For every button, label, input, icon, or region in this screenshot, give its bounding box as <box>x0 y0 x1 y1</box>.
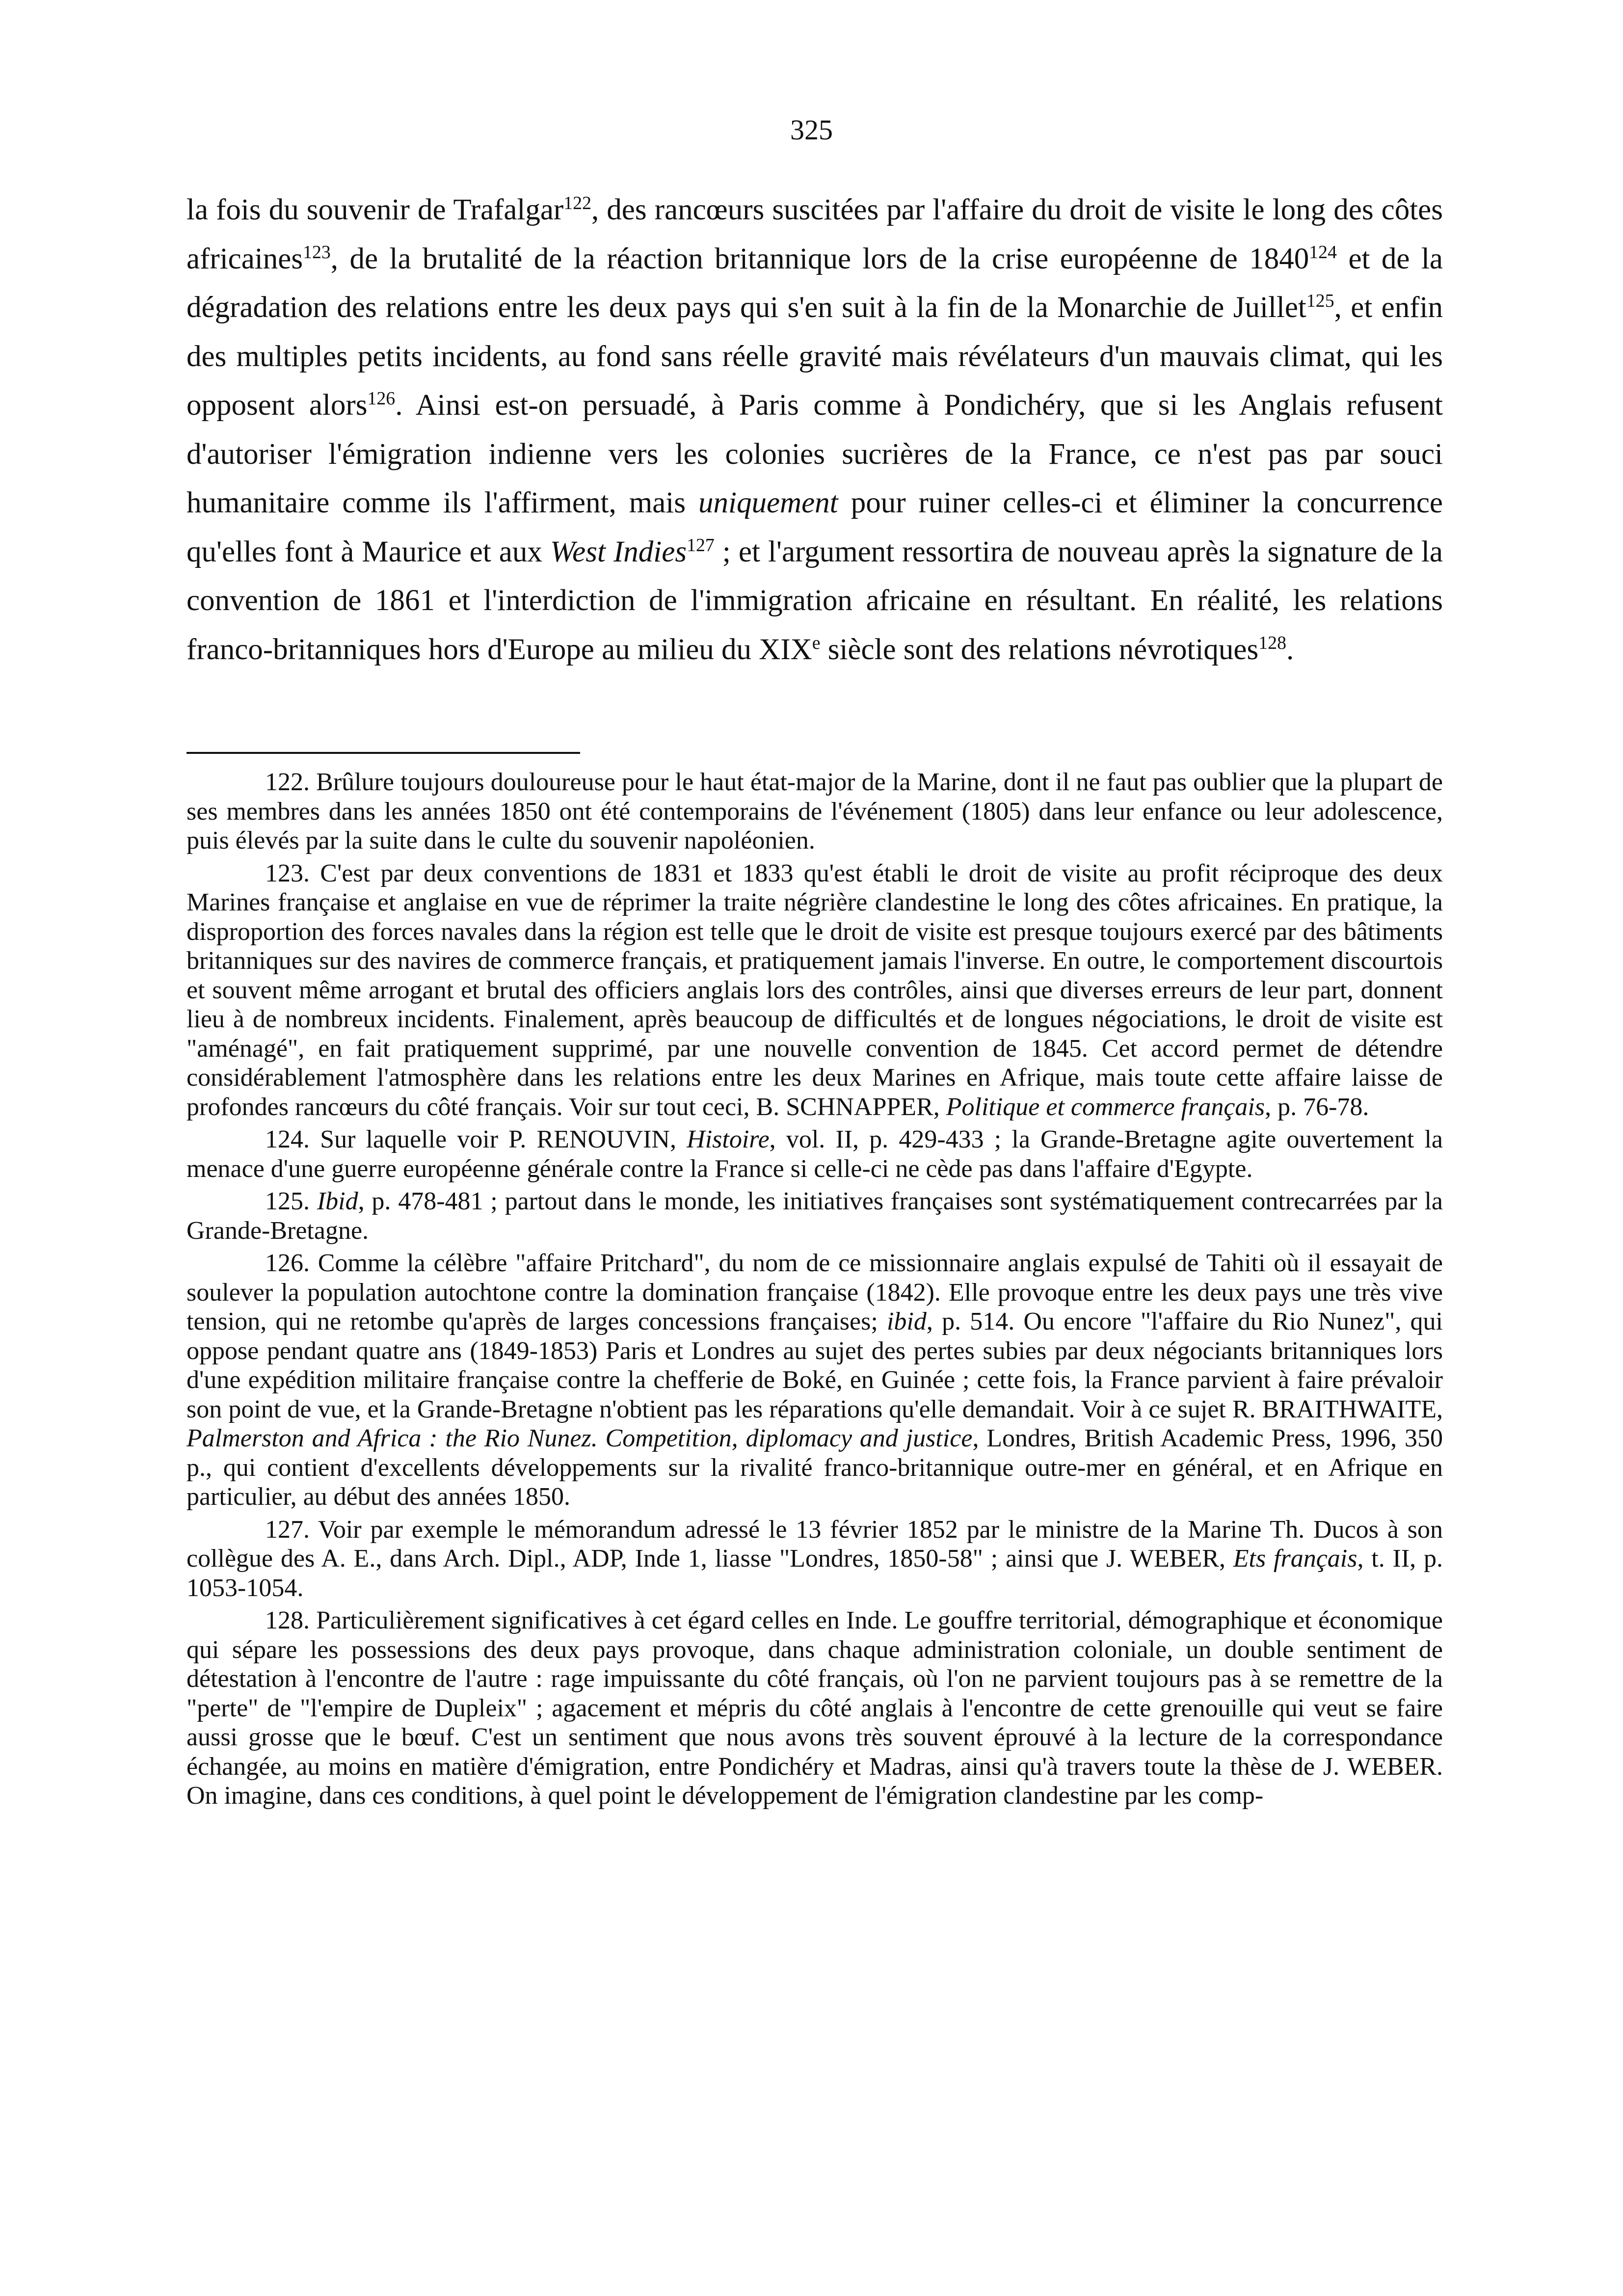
body-text-9: siècle sont des relations névrotiques <box>820 633 1259 666</box>
footnote-123 <box>186 859 1443 1122</box>
body-text-10: . <box>1286 633 1294 666</box>
footnote-126-rest: , Londres, British Academic Press, 1996, 350 p., qui contient d'excellents développements sur la rivalité franco-britannique outre-mer en général, et en Afrique en particulier, au début des années 1850. <box>186 1424 1443 1511</box>
footnote-ref-125: 125 <box>1306 291 1334 312</box>
footnote-ref-126: 126 <box>367 388 396 409</box>
footnote-124-title: Histoire <box>687 1125 770 1153</box>
footnote-126-text: 126. Comme la célèbre "affaire Pritchard", du nom de ce missionnaire anglais expulsé de Tahiti où il essayait de soulever la population autochtone contre la domination française (1842). Elle provoque entre les deux pays une très vive tension, qui ne retombe qu'après de larges concessions françaises; <box>186 1249 1443 1335</box>
footnote-127 <box>186 1515 1443 1603</box>
footnote-123-text: 123. C'est par deux conventions de 1831 et 1833 qu'est établi le droit de visite au profit réciproque des deux Marines française et anglaise en vue de réprimer la traite négrière clandestine le long des côtes africaines. En pratique, la disproportion des forces navales dans la région est telle que le droit de visite est presque toujours exercé par des bâtiments britanniques sur des navires de commerce français, et pratiquement jamais l'inverse. En outre, le comportement discourtois et souvent même arrogant et brutal des officiers anglais lors des contrôles, ainsi que diverses erreurs de leur part, donnent lieu à de nombreux incidents. Finalement, après beaucoup de difficultés et de longues négociations, le droit de visite est "aménagé", en fait pratiquement supprimé, par une nouvelle convention de 1845. Cet accord permet de détendre considérablement l'atmosphère dans les relations entre les deux Marines en Afrique, mais toute cette affaire laisse de profondes rancœurs du côté français. Voir sur tout ceci, B. SCHNAPPER, <box>186 859 1443 1121</box>
body-text-5: , et enfin des multiples petits incidents, au fond sans réelle gravité mais révélateurs d'un mauvais climat, qui les opposent alors <box>186 291 1443 422</box>
footnote-125 <box>186 1187 1443 1245</box>
footnote-ref-123: 123 <box>303 241 331 263</box>
body-text-3: , de la brutalité de la réaction britannique lors de la crise européenne de 1840 <box>330 242 1309 275</box>
footnote-125-number: 125. <box>265 1187 317 1215</box>
footnote-127-pages: , t. II, p. 1053-1054. <box>186 1545 1443 1602</box>
footnote-123-pages: , p. 76-78. <box>1265 1093 1369 1121</box>
footnote-123-title: Politique et commerce français <box>946 1093 1265 1121</box>
footnotes <box>186 768 1443 1814</box>
footnote-125-ibid: Ibid <box>317 1187 358 1215</box>
footnote-127-text: 127. Voir par exemple le mémorandum adressé le 13 février 1852 par le ministre de la Marine Th. Ducos à son collègue des A. E., dans Arch. Dipl., ADP, Inde 1, liasse "Londres, 1850-58" ; ainsi que J. WEBER, <box>186 1515 1443 1573</box>
body-text-8: ; et l'argument ressortira de nouveau après la signature de la convention de 1861 et l'interdiction de l'immigration africaine en résultant. En réalité, les relations franco-britanniques hors d'Europe au milieu du XIX <box>186 535 1443 666</box>
footnote-126-text-2: , p. 514. Ou encore "l'affaire du Rio Nunez", qui oppose pendant quatre ans (1849-1853) Paris et Londres au sujet des pertes subies par deux négociants britanniques lors d'une expédition militaire française contre la chefferie de Boké, en Guinée ; cette fois, la France parvient à faire prévaloir son point de vue, et la Grande-Bretagne n'obtient pas les réparations qu'elle demandait. Voir à ce sujet R. BRAITHWAITE, <box>186 1308 1443 1423</box>
footnote-124-text: 124. Sur laquelle voir P. RENOUVIN, <box>265 1125 687 1153</box>
footnote-124-rest: , vol. II, p. 429-433 ; la Grande-Bretagne agite ouvertement la menace d'une guerre européenne générale contre la France si celle-ci ne cède pas dans l'affaire d'Egypte. <box>186 1125 1443 1183</box>
footnote-128-text: 128. Particulièrement significatives à cet égard celles en Inde. Le gouffre territorial, démographique et économique qui sépare les possessions des deux pays provoque, dans chaque administration coloniale, un double sentiment de détestation à l'encontre de l'autre : rage impuissante du côté français, où l'on ne parvient toujours pas à se remettre de la "perte" de "l'empire de Dupleix" ; agacement et mépris du côté anglais à l'encontre de cette grenouille qui veut se faire aussi grosse que le bœuf. C'est un sentiment que nous avons très souvent éprouvé à la lecture de la correspondance échangée, au moins en matière d'émigration, entre Pondichéry et Madras, ainsi qu'à travers toute la thèse de J. WEBER. On imagine, dans ces conditions, à quel point le développement de l'émigration clandestine par les comp- <box>186 1606 1443 1810</box>
footnote-ref-124: 124 <box>1309 241 1337 263</box>
footnote-127-title: Ets français <box>1233 1545 1357 1573</box>
footnote-122-text: 122. Brûlure toujours douloureuse pour le haut état-major de la Marine, dont il ne faut pas oublier que la plupart de ses membres dans les années 1850 ont été contemporains de l'événement (1805) dans leur enfance ou leur adolescence, puis élevés par la suite dans le culte du souvenir napoléonien. <box>186 768 1443 854</box>
page-number: 325 <box>790 114 833 146</box>
footnote-126-title: Palmerston and Africa : the Rio Nunez. Competition, diplomacy and justice <box>186 1424 973 1452</box>
body-italic-west-indies: West Indies <box>550 535 687 568</box>
body-text-7: pour ruiner celles-ci et éliminer la concurrence qu'elles font à Maurice et aux <box>186 486 1443 568</box>
footnote-126 <box>186 1249 1443 1512</box>
body-text-6: . Ainsi est-on persuadé, à Paris comme à Pondichéry, que si les Anglais refusent d'autoriser l'émigration indienne vers les colonies sucrières de la France, ce n'est pas par souci humanitaire comme ils l'affirment, mais <box>186 389 1443 519</box>
main-paragraph <box>186 186 1443 674</box>
footnote-125-rest: , p. 478-481 ; partout dans le monde, les initiatives françaises sont systématiquement contrecarrées par la Grande-Bretagne. <box>186 1187 1443 1245</box>
century-superscript: e <box>812 632 821 653</box>
footnote-128 <box>186 1606 1443 1811</box>
footnote-124 <box>186 1125 1443 1183</box>
footnote-ref-127: 127 <box>687 534 715 556</box>
body-text-2: , des rancœurs suscitées par l'affaire du droit de visite le long des côtes africaines <box>186 193 1443 275</box>
footnote-ref-122: 122 <box>563 193 591 214</box>
body-text-4: et de la dégradation des relations entre les deux pays qui s'en suit à la fin de la Monarchie de Juillet <box>186 242 1443 324</box>
body-italic-uniquement: uniquement <box>698 486 838 519</box>
footnote-separator <box>186 752 580 754</box>
footnote-122 <box>186 768 1443 855</box>
footnote-126-ibid: ibid <box>886 1308 927 1335</box>
footnote-ref-128: 128 <box>1258 632 1286 653</box>
body-text-1: la fois du souvenir de Trafalgar <box>186 193 564 226</box>
